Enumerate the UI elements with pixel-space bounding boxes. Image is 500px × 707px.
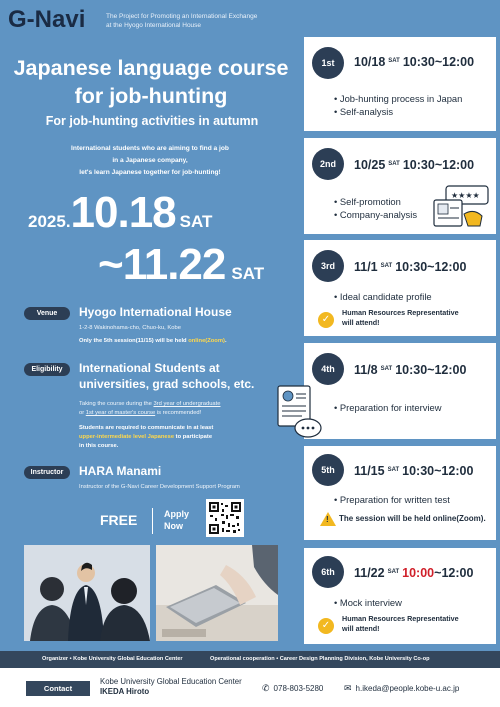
contact-organization: Kobe University Global Education Center [100,677,242,686]
hr-attendance-note: Human Resources Representative will attend! [342,614,459,633]
session-card-6 [304,548,496,644]
contact-person: IKEDA Hiroto [100,687,150,696]
session-date: 11/1 $^{SAT}$ 10:30~12:00 [354,260,467,274]
session-number: 3rd [312,250,344,282]
footer-organizer-bar [0,651,500,668]
hr-attendance-note: Human Resources Representative will attend! [342,308,459,327]
session-number: 1st [312,47,344,79]
session-card-5 [304,446,496,540]
check-icon: ✓ [318,312,334,328]
session-number: 5th [312,454,344,486]
check-icon: ✓ [318,618,334,634]
fee-free: FREE [100,512,138,528]
session-topics: • Preparation for interview [334,402,442,413]
warning-icon: ! [320,512,336,526]
session-topics: • Mock interview [334,597,402,608]
session-topics: • Preparation for written test [334,494,450,505]
session-date: 11/8 $^{SAT}$ 10:30~12:00 [354,363,467,377]
session-date: 10/25 $^{SAT}$ 10:30~12:00 [354,158,475,172]
qr-code-icon[interactable] [206,499,244,537]
session-topics: • Ideal candidate profile [334,291,432,302]
session-card-3 [304,240,496,336]
session-topics: • Job-hunting process in Japan • Self-analysis [334,93,463,117]
session-number: 6th [312,556,344,588]
online-session-note: The session will be held online(Zoom). [339,514,486,523]
session-date: 11/22 $^{SAT}$ 10:00~12:00 [354,566,474,580]
session-card-2 [304,138,496,234]
business-people-photo [24,545,150,641]
eligibility-heading: International Students at universities, grad schools, etc. [79,361,255,391]
venue-address: 1-2-8 Wakinohama-cho, Chuo-ku, Kobe [79,325,181,331]
venue-tag: Venue [24,307,70,320]
laptop-photo [156,545,278,641]
header [0,0,500,40]
rating-review-illustration-icon [432,184,492,230]
start-date: 2025.10.18 SAT [28,188,213,237]
g-navi-logo: G-Navi [8,6,86,33]
instructor-tag: Instructor [24,466,70,479]
session-date: 11/15 $^{SAT}$ 10:30~12:00 [354,464,474,478]
session-topics: • Self-promotion • Company-analysis [334,196,418,220]
venue-note: Only the 5th session(11/15) will be held online(Zoom). [79,338,227,344]
contact-tag: Contact [26,681,90,696]
divider [152,508,153,534]
instructor-role: Instructor of the G-Navi Career Development Support Program [79,484,240,490]
course-subtitle: For job-hunting activities in autumn [45,114,259,128]
session-card-1 [304,37,496,131]
session-number: 2nd [312,148,344,180]
venue-name: Hyogo International House [79,305,232,319]
session-card-4 [304,343,496,439]
phone-icon: ✆ [262,683,270,693]
end-date: ~11.22 SAT [98,240,265,289]
svg-text:★★★★: ★★★★ [451,191,480,200]
email-link[interactable]: ✉ h.ikeda@people.kobe-u.ac.jp [344,683,460,693]
course-title: Japanese language course for job-hunting [13,56,289,108]
session-number: 4th [312,353,344,385]
session-date: 10/18 $^{SAT}$ 10:30~12:00 [354,55,475,69]
instructor-name: HARA Manami [79,464,162,478]
phone-number[interactable]: ✆ 078-803-5280 [262,683,324,693]
cooperation-text: Operational cooperation • Career Design Planning Division, Kobe University Co-op [210,656,430,662]
eligibility-recommendation: Taking the course during the 3rd year of undergraduate or 1st year of master's course is recommended! [79,401,221,416]
mail-icon: ✉ [344,683,352,693]
project-description: The Project for Promoting an International Exchange at the Hyogo International House [106,13,258,29]
interview-illustration-icon [274,380,324,440]
eligibility-tag: Eligibility [24,363,70,376]
intro-text: International students who are aiming to find a job in a Japanese company, let's learn Japanese together for job-hunting! [71,145,229,176]
apply-now-link[interactable]: Apply Now [164,509,190,531]
organizer-text: Organizer • Kobe University Global Education Center [42,656,183,662]
footer-contact [0,668,500,707]
eligibility-requirement: Students are required to communicate in at least upper-intermediate level Japanese to participate in this course. [79,425,214,449]
